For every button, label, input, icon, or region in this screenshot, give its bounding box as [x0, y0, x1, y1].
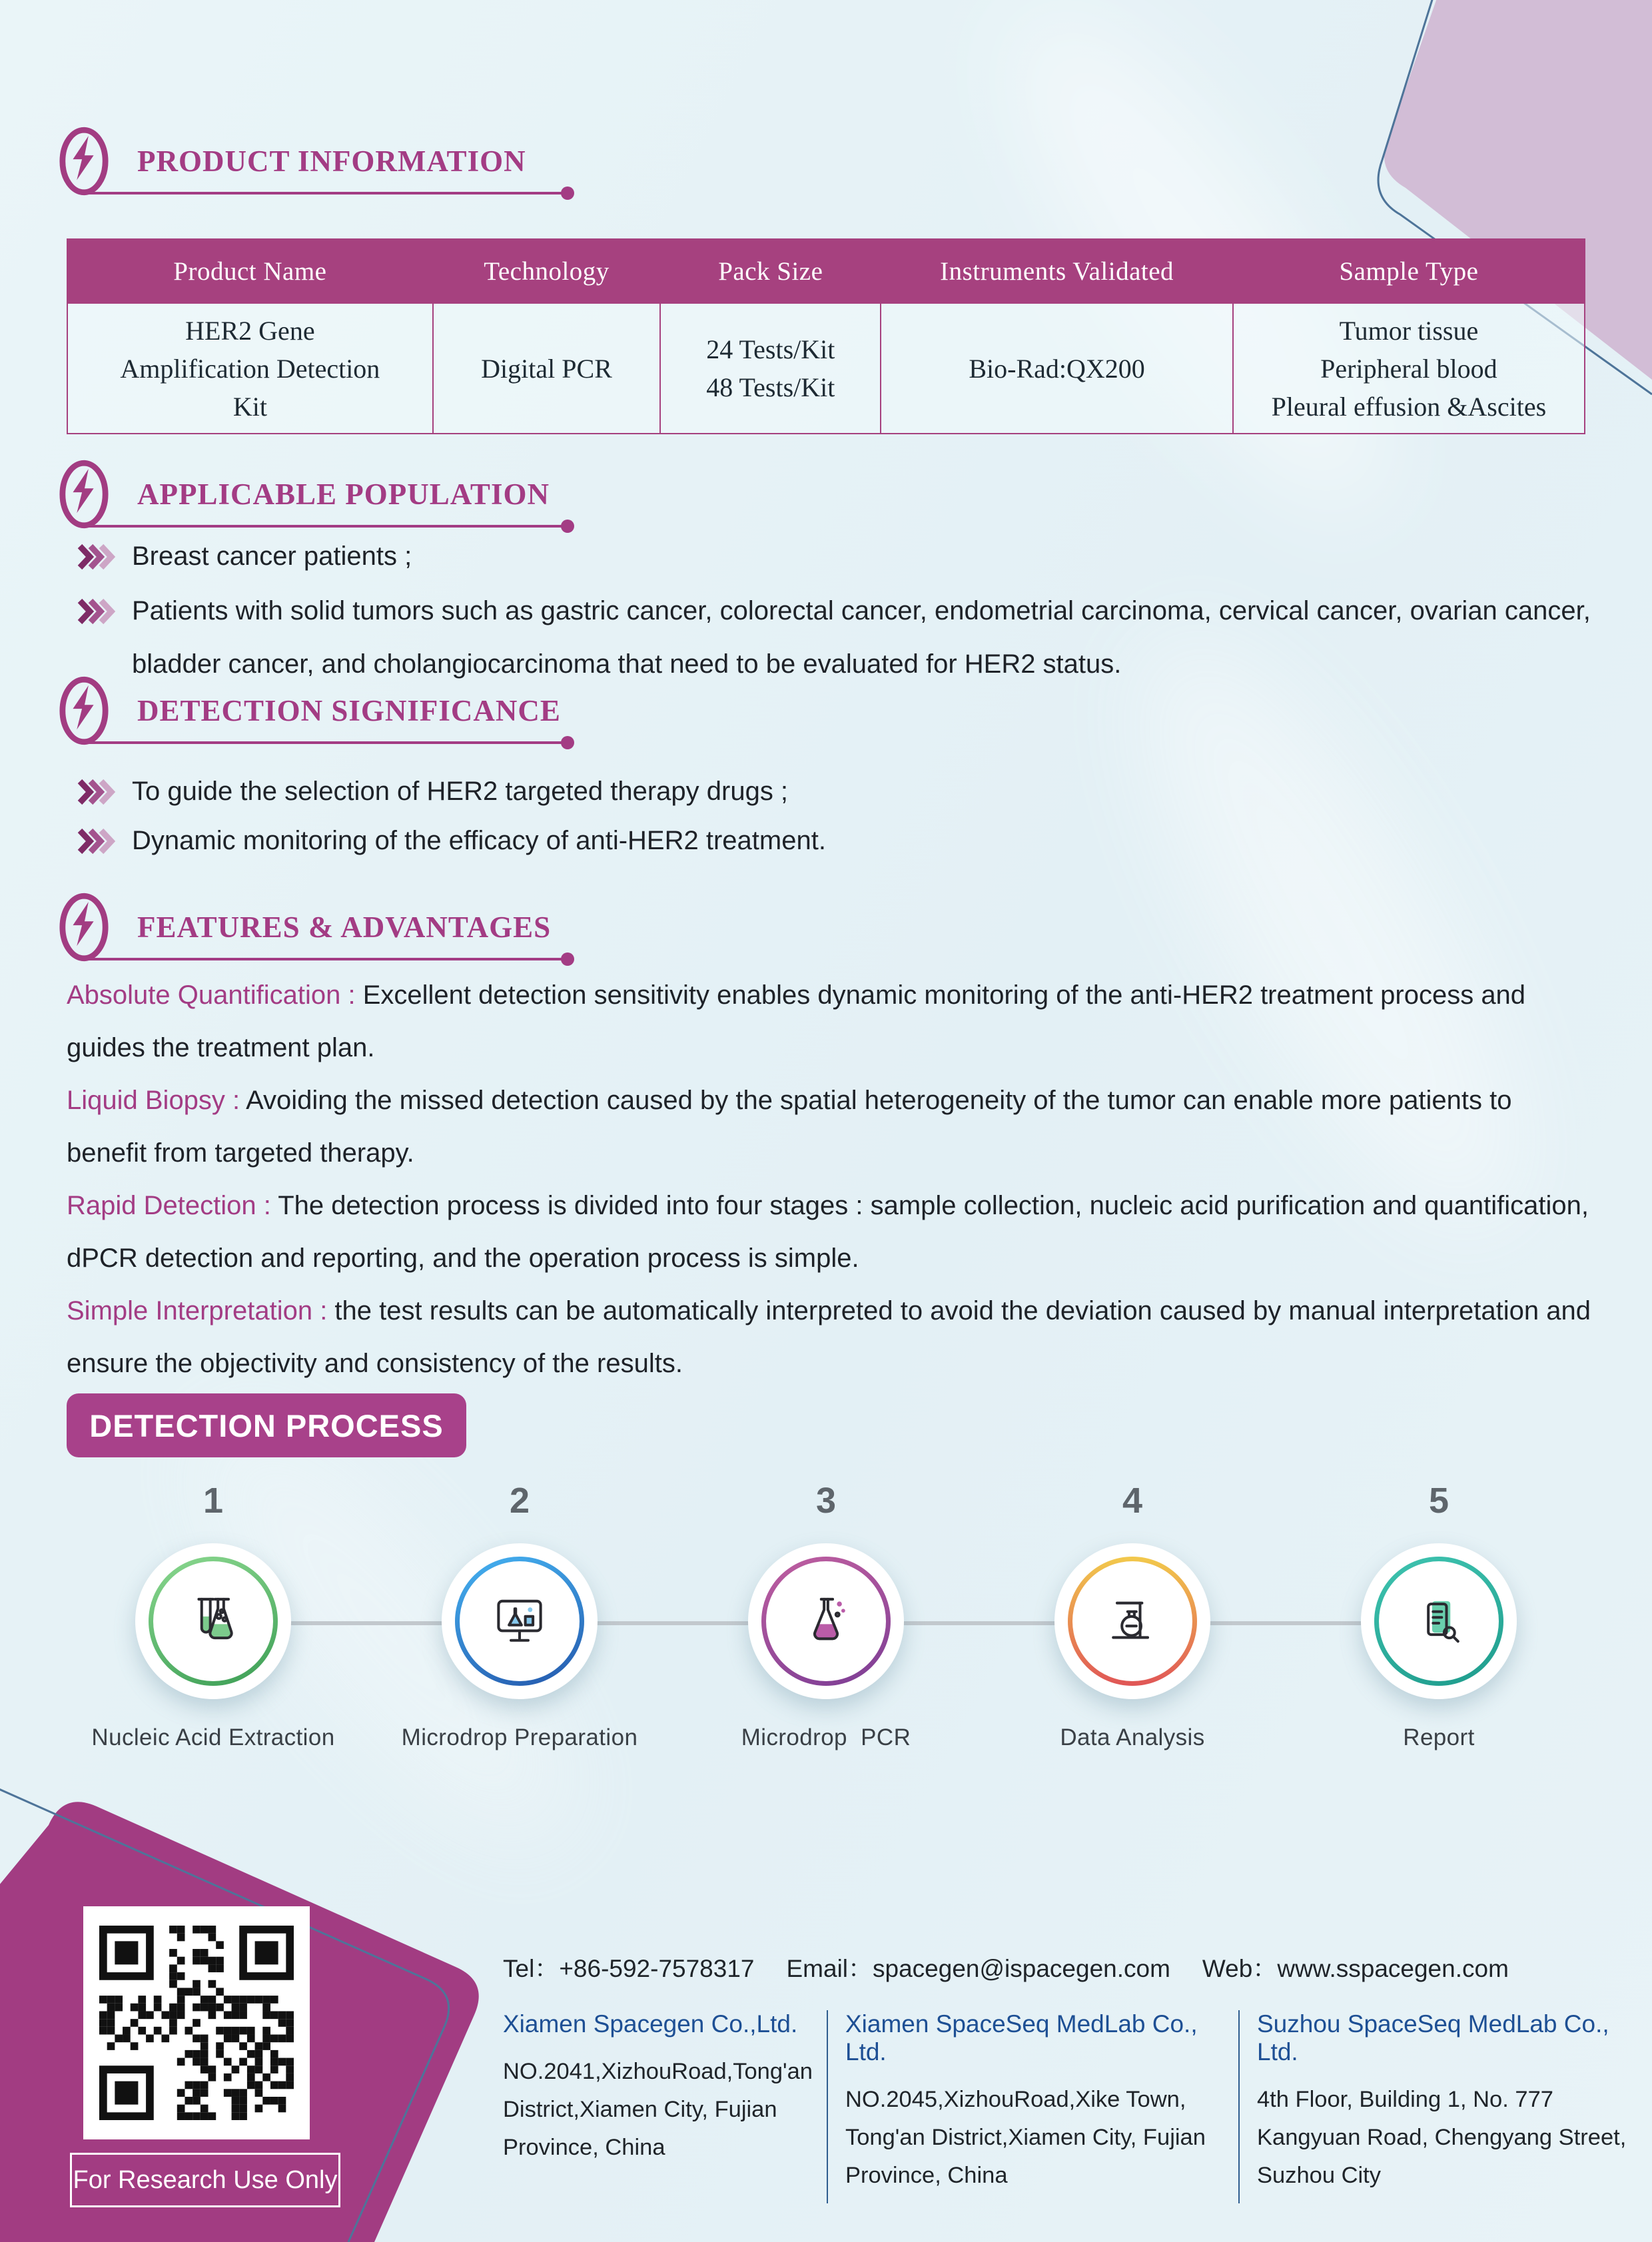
feature-item — [67, 1285, 1592, 1390]
step-label: Microdrop PCR — [741, 1724, 911, 1750]
tel-label: Tel： — [503, 1955, 560, 1982]
col-pack-size: Pack Size — [660, 239, 881, 303]
cell-technology: Digital PCR — [433, 303, 661, 434]
feature-lead: Absolute Quantification : — [67, 980, 363, 1010]
feature-lead: Rapid Detection : — [67, 1191, 278, 1220]
section-underline — [80, 192, 566, 194]
process-step-5 — [1286, 1480, 1592, 1751]
feature-text: Excellent detection sensitivity enables dynamic monitoring of the anti-HER2 treatment process and guides the treatment plan. — [67, 980, 1526, 1062]
table-header-row — [67, 239, 1585, 303]
feature-text: Avoiding the missed detection caused by the spatial heterogeneity of the tumor can enable more patients to benefit from targeted therapy. — [67, 1086, 1512, 1168]
feature-item — [67, 1180, 1592, 1285]
spacegen-logo-icon — [59, 127, 109, 196]
report-magnifier-icon — [1408, 1591, 1469, 1652]
contact-row — [503, 1948, 1509, 1984]
cell-instruments: Bio-Rad:QX200 — [881, 303, 1233, 434]
email-label: Email： — [786, 1955, 873, 1982]
monitor-flask-icon — [489, 1591, 550, 1652]
product-table — [67, 238, 1585, 434]
chevrons-icon — [77, 778, 116, 806]
flask-droplets-icon — [795, 1591, 857, 1652]
step-label: Data Analysis — [1060, 1724, 1205, 1750]
tel-item — [503, 1948, 755, 1984]
section-title: APPLICABLE POPULATION — [137, 478, 550, 511]
cell-pack-size: 24 Tests/Kit 48 Tests/Kit — [660, 303, 881, 434]
feature-item — [67, 1074, 1592, 1180]
population-bullet — [73, 530, 1644, 583]
email-item — [787, 1948, 1170, 1984]
bullet-text: Patients with solid tumors such as gastric cancer, colorectal cancer, endometrial carcinoma, cervical cancer, ovarian cancer, bladder cancer, and cholangiocarcinoma that need to be evaluated for HER2 status. — [132, 596, 1591, 679]
flask-stand-icon — [1102, 1591, 1163, 1652]
spacegen-logo-icon — [59, 893, 109, 962]
company-name: Xiamen Spacegen Co.,Ltd. — [503, 2010, 798, 2038]
research-use-only-label: For Research Use Only — [70, 2153, 340, 2207]
process-step-3 — [673, 1480, 979, 1751]
col-product-name: Product Name — [67, 239, 433, 303]
spacegen-logo-icon — [59, 676, 109, 745]
col-instruments: Instruments Validated — [881, 239, 1233, 303]
tel-value: +86-592-7578317 — [559, 1955, 755, 1982]
company-xiamen-spacegen — [503, 2010, 827, 2203]
population-bullet — [73, 584, 1644, 691]
step-label: Microdrop Preparation — [401, 1724, 638, 1750]
section-detection-significance — [59, 676, 561, 745]
feature-text: the test results can be automatically interpreted to avoid the deviation caused by manual interpretation and ensure the objectivity and consistency of the results. — [67, 1296, 1591, 1378]
feature-lead: Liquid Biopsy : — [67, 1086, 246, 1115]
company-address: NO.2045,XizhouRoad,Xike Town, Tong'an District,Xiamen City, Fujian Province, China — [845, 2087, 1206, 2188]
process-step-4 — [979, 1480, 1286, 1751]
company-name: Suzhou SpaceSeq MedLab Co., Ltd. — [1257, 2010, 1609, 2065]
web-item — [1202, 1948, 1509, 1984]
section-underline — [80, 741, 566, 744]
section-product-information — [59, 127, 526, 196]
section-title: DETECTION SIGNIFICANCE — [137, 694, 561, 727]
step-label: Nucleic Acid Extraction — [91, 1724, 335, 1750]
significance-bullet — [73, 814, 1644, 867]
company-address: 4th Floor, Building 1, No. 777 Kangyuan Road, Chengyang Street, Suzhou City — [1257, 2087, 1627, 2188]
step-number: 3 — [815, 1481, 837, 1521]
step-number: 2 — [509, 1481, 530, 1521]
cell-product-name: HER2 Gene Amplification Detection Kit — [67, 303, 433, 434]
table-body-row — [67, 303, 1585, 434]
feature-item — [67, 969, 1592, 1074]
qr-code — [83, 1906, 310, 2139]
feature-lead: Simple Interpretation : — [67, 1296, 335, 1325]
step-number: 1 — [203, 1481, 224, 1521]
company-xiamen-spaceseq — [827, 2010, 1238, 2203]
section-title: PRODUCT INFORMATION — [137, 145, 526, 178]
section-underline — [80, 958, 566, 960]
chevrons-icon — [77, 827, 116, 855]
features-paragraphs — [67, 969, 1592, 1390]
web-label: Web： — [1202, 1955, 1278, 1982]
feature-text: The detection process is divided into four stages : sample collection, nucleic acid purification and quantification, dPCR detection and reporting, and the operation process is simple. — [67, 1191, 1589, 1273]
section-applicable-population — [59, 460, 550, 529]
company-name: Xiamen SpaceSeq MedLab Co., Ltd. — [845, 2010, 1198, 2065]
spacegen-logo-icon — [59, 460, 109, 529]
significance-bullet — [73, 765, 1644, 818]
detection-process-badge: DETECTION PROCESS — [67, 1393, 466, 1457]
chevrons-icon — [77, 543, 116, 571]
detection-process-steps — [60, 1480, 1592, 1751]
process-step-2 — [366, 1480, 673, 1751]
section-title: FEATURES & ADVANTAGES — [137, 911, 552, 944]
section-features-advantages — [59, 893, 551, 962]
chevrons-icon — [77, 597, 116, 625]
email-value: spacegen@ispacegen.com — [873, 1955, 1170, 1982]
step-label: Report — [1403, 1724, 1475, 1750]
cell-sample-type: Tumor tissue Peripheral blood Pleural effusion &Ascites — [1233, 303, 1585, 434]
section-underline — [80, 525, 566, 528]
company-columns — [503, 2010, 1651, 2203]
col-sample-type: Sample Type — [1233, 239, 1585, 303]
col-technology: Technology — [433, 239, 661, 303]
company-suzhou-spaceseq — [1238, 2010, 1651, 2203]
test-tube-flask-icon — [183, 1591, 244, 1652]
web-value: www.sspacegen.com — [1277, 1955, 1509, 1982]
company-address: NO.2041,XizhouRoad,Tong'an District,Xiamen City, Fujian Province, China — [503, 2059, 813, 2160]
bullet-text: Dynamic monitoring of the efficacy of anti-HER2 treatment. — [132, 826, 826, 855]
step-number: 5 — [1428, 1481, 1449, 1521]
process-step-1 — [60, 1480, 366, 1751]
bullet-text: Breast cancer patients ; — [132, 542, 412, 571]
step-number: 4 — [1122, 1481, 1143, 1521]
bullet-text: To guide the selection of HER2 targeted therapy drugs ; — [132, 777, 789, 806]
